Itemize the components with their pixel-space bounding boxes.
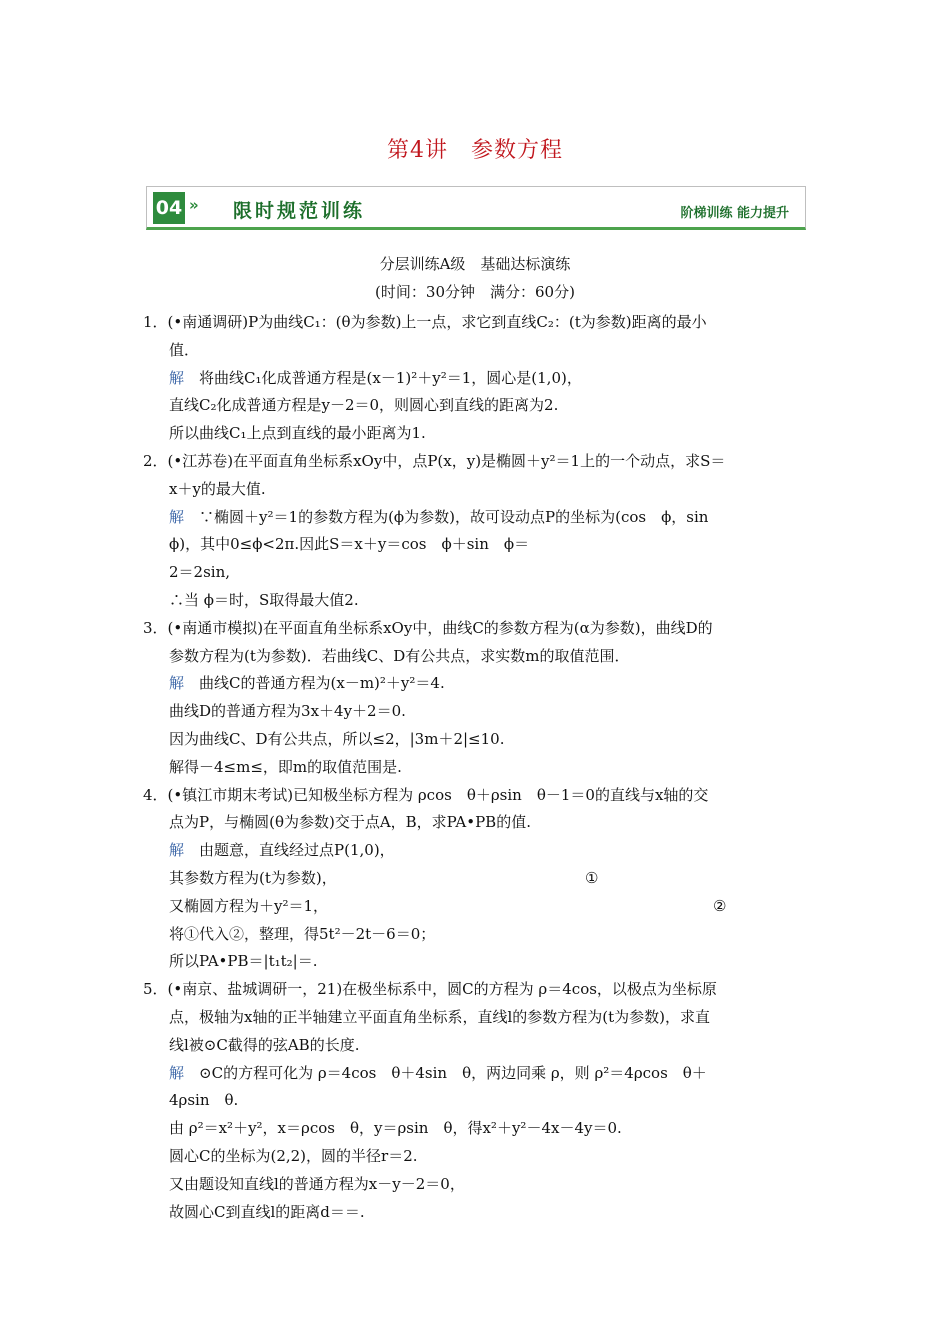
solution-label: 解 [169, 507, 185, 526]
solution-line: ∴当 ϕ＝时，S取得最大值2. [169, 590, 359, 609]
solution-line: 4ρsin θ. [169, 1091, 239, 1110]
solution-line: 直线C₂化成普通方程是y－2＝0，则圆心到直线的距离为2. [169, 396, 559, 415]
problem-text: 参数方程为(t为参数)．若曲线C、D有公共点，求实数m的取值范围． [169, 646, 630, 665]
problem-text: 线l被⊙C截得的弦AB的长度. [169, 1035, 360, 1054]
solution-line: 解 由题意，直线经过点P(1,0)， [169, 841, 395, 860]
problem-text: 2．(•江苏卷)在平面直角坐标系xOy中，点P(x，y)是椭圆＋y²＝1上的一个动点，求S＝ [143, 451, 726, 470]
solution-line: 解 ∵椭圆＋y²＝1的参数方程为(ϕ为参数)，故可设动点P的坐标为(cos ϕ，sin [169, 507, 709, 526]
problem-2 [143, 448, 808, 615]
solution-label: 解 [169, 841, 185, 860]
solution-line: 2＝2sin, [169, 563, 231, 582]
problem-list [143, 309, 808, 1226]
solution-line: 又由题设知直线l的普通方程为x－y－2＝0， [169, 1174, 465, 1193]
equation-marker: ② [713, 896, 727, 915]
problem-3 [143, 615, 808, 782]
banner-tagline: 阶梯训练 能力提升 [680, 206, 789, 221]
problem-text: 值． [169, 340, 200, 359]
banner-badge: 04 [153, 192, 185, 224]
time-info: (时间：30分钟 满分：60分) [375, 283, 575, 301]
problem-4 [143, 782, 808, 977]
solution-line: 曲线D的普通方程为3x＋4y＋2＝0. [169, 702, 406, 721]
solution-line: 解得－4≤m≤，即m的取值范围是. [169, 757, 402, 776]
problem-text: 1．(•南通调研)P为曲线C₁：(θ为参数)上一点，求它到直线C₂：(t为参数)距离的最小 [143, 313, 707, 331]
solution-line: 所以PA•PB＝|t₁t₂|＝. [169, 952, 318, 971]
banner-title: 限时规范训练 [233, 200, 366, 222]
equation-marker: ① [585, 868, 599, 887]
solution-line: 故圆心C到直线l的距离d＝＝. [169, 1202, 365, 1221]
solution-line: 将①代入②，整理，得5t²－2t－6＝0； [169, 924, 436, 943]
problem-text: x＋y的最大值. [169, 479, 266, 498]
solution-line: 由 ρ²＝x²＋y²，x＝ρcos θ，y＝ρsin θ，得x²＋y²－4x－4y＝0. [169, 1119, 622, 1138]
solution-line: 因为曲线C、D有公共点，所以≤2，|3m＋2|≤10. [169, 729, 505, 748]
problem-5 [143, 976, 808, 1226]
solution-label: 解 [169, 368, 185, 387]
problem-text: 点，极轴为x轴的正半轴建立平面直角坐标系，直线l的参数方程为(t为参数)，求直 [169, 1007, 710, 1026]
solution-line: 又椭圆方程为＋y²＝1， ② [143, 893, 808, 921]
solution-line: 其参数方程为(t为参数)， ① [143, 865, 808, 893]
solution-line: 解 将曲线C₁化成普通方程是(x－1)²＋y²＝1，圆心是(1,0)， [169, 368, 582, 387]
page-title: 第4讲 参数方程 [387, 138, 563, 163]
solution-line: 所以曲线C₁上点到直线的最小距离为1. [169, 424, 426, 443]
solution-line: 解 曲线C的普通方程为(x－m)²＋y²＝4. [169, 674, 445, 693]
solution-line: 解 ⊙C的方程可化为 ρ＝4cos θ＋4sin θ，两边同乘 ρ，则 ρ²＝4ρcos θ＋ [169, 1063, 707, 1082]
solution-label: 解 [169, 674, 185, 693]
problem-text: 3．(•南通市模拟)在平面直角坐标系xOy中，曲线C的参数方程为(α为参数)，曲线D的 [143, 618, 713, 637]
problem-1 [143, 309, 808, 448]
section-heading: 分层训练A级 基础达标演练 [379, 255, 571, 273]
solution-line: 圆心C的坐标为(2,2)，圆的半径r＝2. [169, 1146, 418, 1165]
section-banner [146, 186, 806, 230]
problem-text: 5．(•南京、盐城调研一，21)在极坐标系中，圆C的方程为 ρ＝4cos，以极点为坐标原 [143, 980, 717, 999]
problem-text: 点为P，与椭圆(θ为参数)交于点A，B，求PA•PB的值. [169, 813, 531, 832]
chevron-icon: » [189, 196, 199, 214]
problem-text: 4．(•镇江市期末考试)已知极坐标方程为 ρcos θ＋ρsin θ－1＝0的直线与x轴的交 [143, 785, 709, 804]
solution-label: 解 [169, 1063, 185, 1082]
solution-line: ϕ)，其中0≤ϕ<2π.因此S＝x＋y＝cos ϕ＋sin ϕ＝ [169, 535, 530, 554]
